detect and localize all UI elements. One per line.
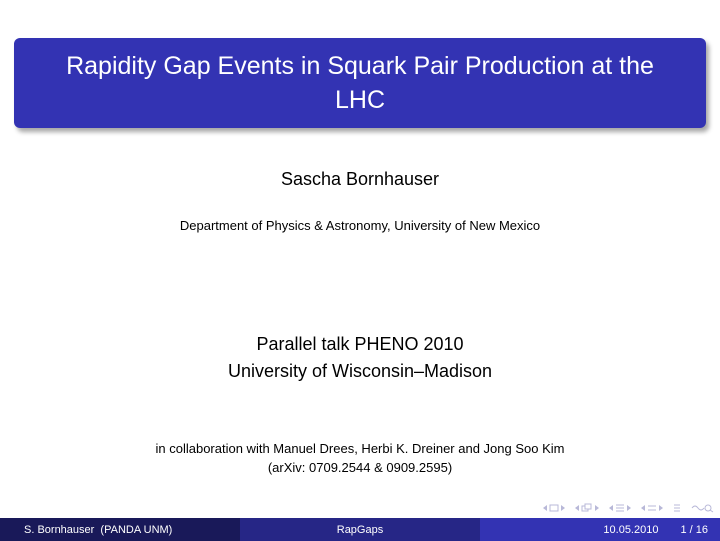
collaboration-line-1: in collaboration with Manuel Drees, Herbi K. Dreiner and Jong Soo Kim [155,441,565,456]
frame-next-icon[interactable] [560,503,566,513]
appendix-next-icon[interactable] [658,503,664,513]
subsection-icon[interactable] [581,503,593,513]
footer-page-number: 1 / 16 [680,523,708,536]
appendix-prev-icon[interactable] [640,503,646,513]
align-icon[interactable] [672,503,682,513]
subsection-prev-icon[interactable] [574,503,580,513]
talk-line-2: University of Wisconsin–Madison [227,361,493,381]
appendix-icon[interactable] [647,503,657,513]
collaboration-line-2: (arXiv: 0709.2544 & 0909.2595) [267,460,453,475]
footer-author [0,518,240,541]
footer-author-text: S. Bornhauser (PANDA UNM) [24,523,173,536]
section-prev-icon[interactable] [608,503,614,513]
frame-prev-icon[interactable] [542,503,548,513]
footer-title-text: RapGaps [336,523,384,536]
section-next-icon[interactable] [626,503,632,513]
footer-title [240,518,480,541]
footer-date: 10.05.2010 [603,523,659,536]
section-icon[interactable] [615,503,625,513]
subsection-next-icon[interactable] [594,503,600,513]
frame-icon[interactable] [549,503,559,513]
talk-line-1: Parallel talk PHENO 2010 [256,334,464,354]
search-icon[interactable] [690,503,714,513]
author-name: Sascha Bornhauser [280,169,440,189]
footer-date-page [480,518,720,541]
footer [0,518,720,541]
slide-title: Rapidity Gap Events in Squark Pair Production at the LHC [66,52,654,114]
title-box [14,38,706,128]
navigation-bar [538,501,714,515]
institute: Department of Physics & Astronomy, University of New Mexico [179,218,541,233]
